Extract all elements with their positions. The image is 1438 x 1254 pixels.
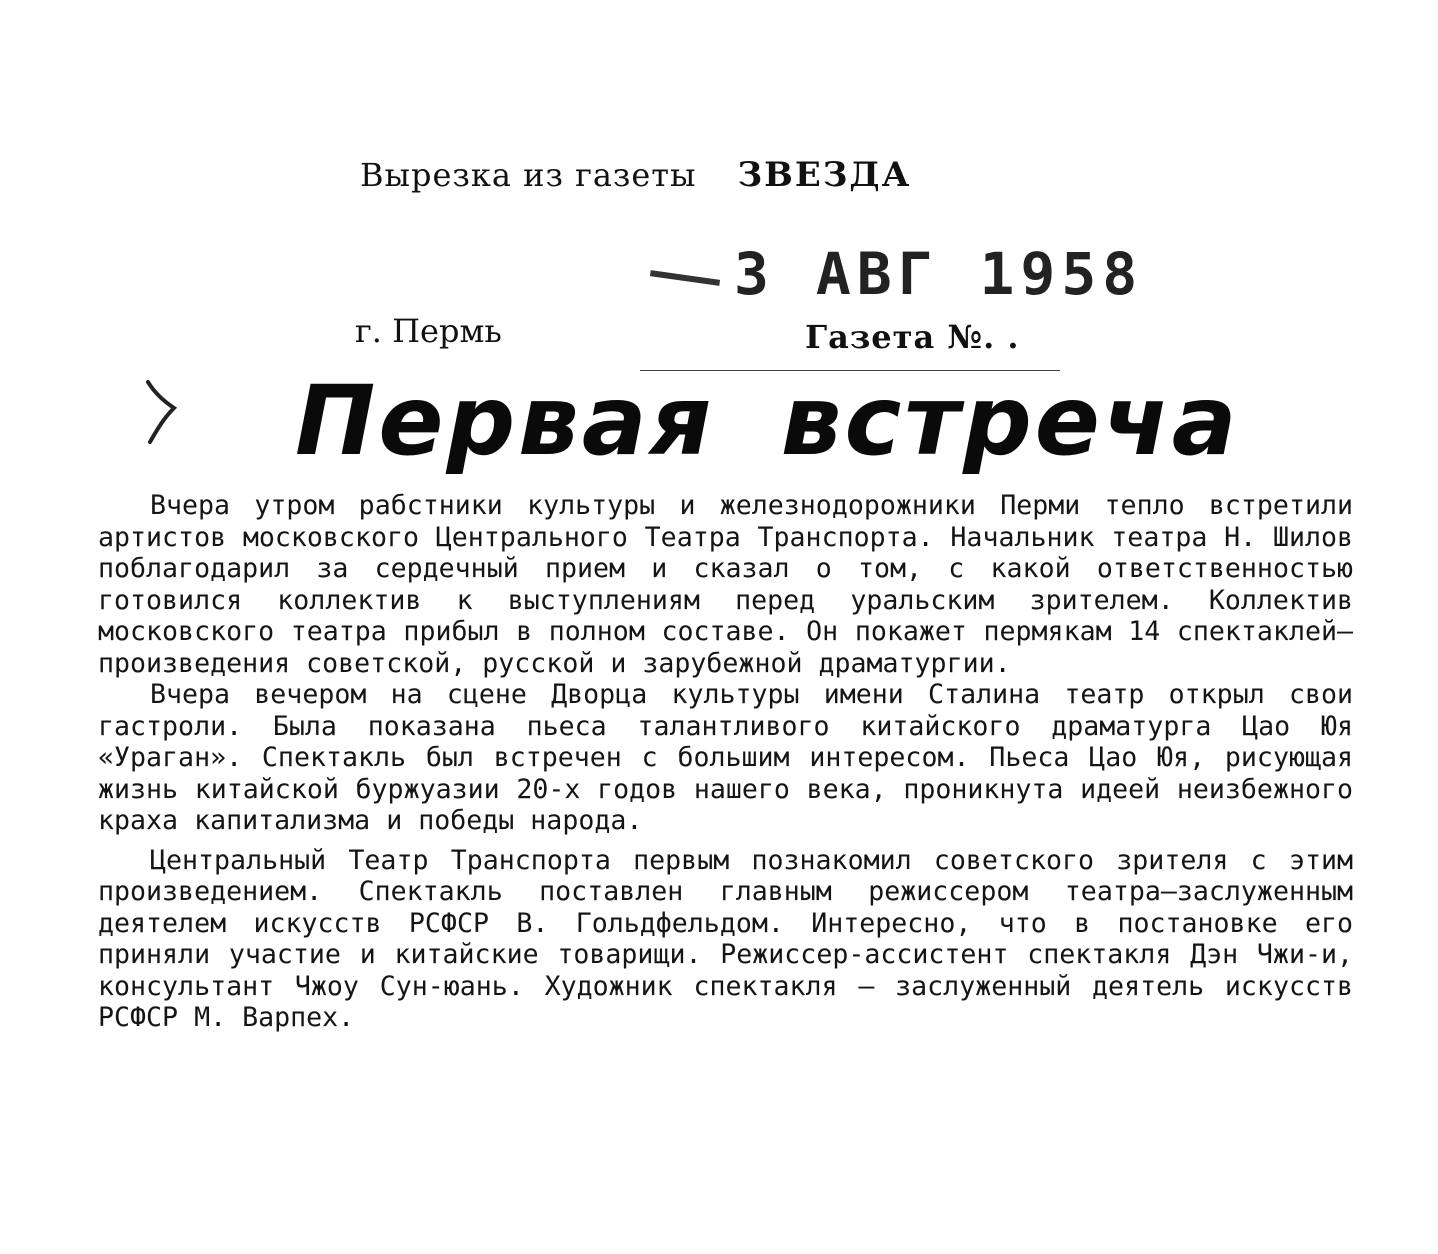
margin-pencil-mark-icon [140, 378, 190, 448]
article-paragraph: Вчера утром рабстники культуры и железнодорожники Перми тепло встретили артистов московского Центрального Театра Транспорта. Начальник театра Н. Шилов поблагодарил за сердечный прием и сказал о том, с какой ответственностью готовился коллектив к выступлениям перед уральским зрителем. Коллектив московского театра прибыл в полном составе. Он покажет пермякам 14 спектаклей—произведения советской, русской и зарубежной драматургии. [98, 490, 1353, 679]
clipping-header [360, 155, 911, 195]
article-title: Первая встреча [295, 365, 1240, 477]
stamp-date-text: 3 АВГ 1958 [734, 240, 1144, 308]
stamp-dash [650, 270, 720, 286]
article-body [98, 490, 1353, 1034]
city-label: г. Пермь [355, 312, 502, 350]
article-paragraph: Вчера вечером на сцене Дворца культуры имени Сталина театр открыл свои гастроли. Была показана пьеса талантливого китайского драматурга Цао Юя «Ураган». Спектакль был встречен с большим интересом. Пьеса Цао Юя, рисующая жизнь китайской буржуазии 20-х годов нашего века, проникнута идеей неизбежного краха капитализма и победы народа. [98, 679, 1353, 836]
newspaper-name: ЗВЕЗДА [737, 155, 912, 195]
gazeta-number: Газета №. . [805, 318, 1020, 356]
clipping-label: Вырезка из газеты [360, 156, 697, 194]
article-paragraph: Центральный Театр Транспорта первым познакомил советского зрителя с этим произведением. Спектакль поставлен главным режиссером театра—заслуженным деятелем искусств РСФСР В. Гольдфельдом. Интересно, что в постановке его приняли участие и китайские товарищи. Режиссер-ассистент спектакля Дэн Чжи-и, консультант Чжоу Сун-юань. Художник спектакля — заслуженный деятель искусств РСФСР М. Варпех. [98, 844, 1353, 1033]
date-stamp [650, 240, 1143, 308]
